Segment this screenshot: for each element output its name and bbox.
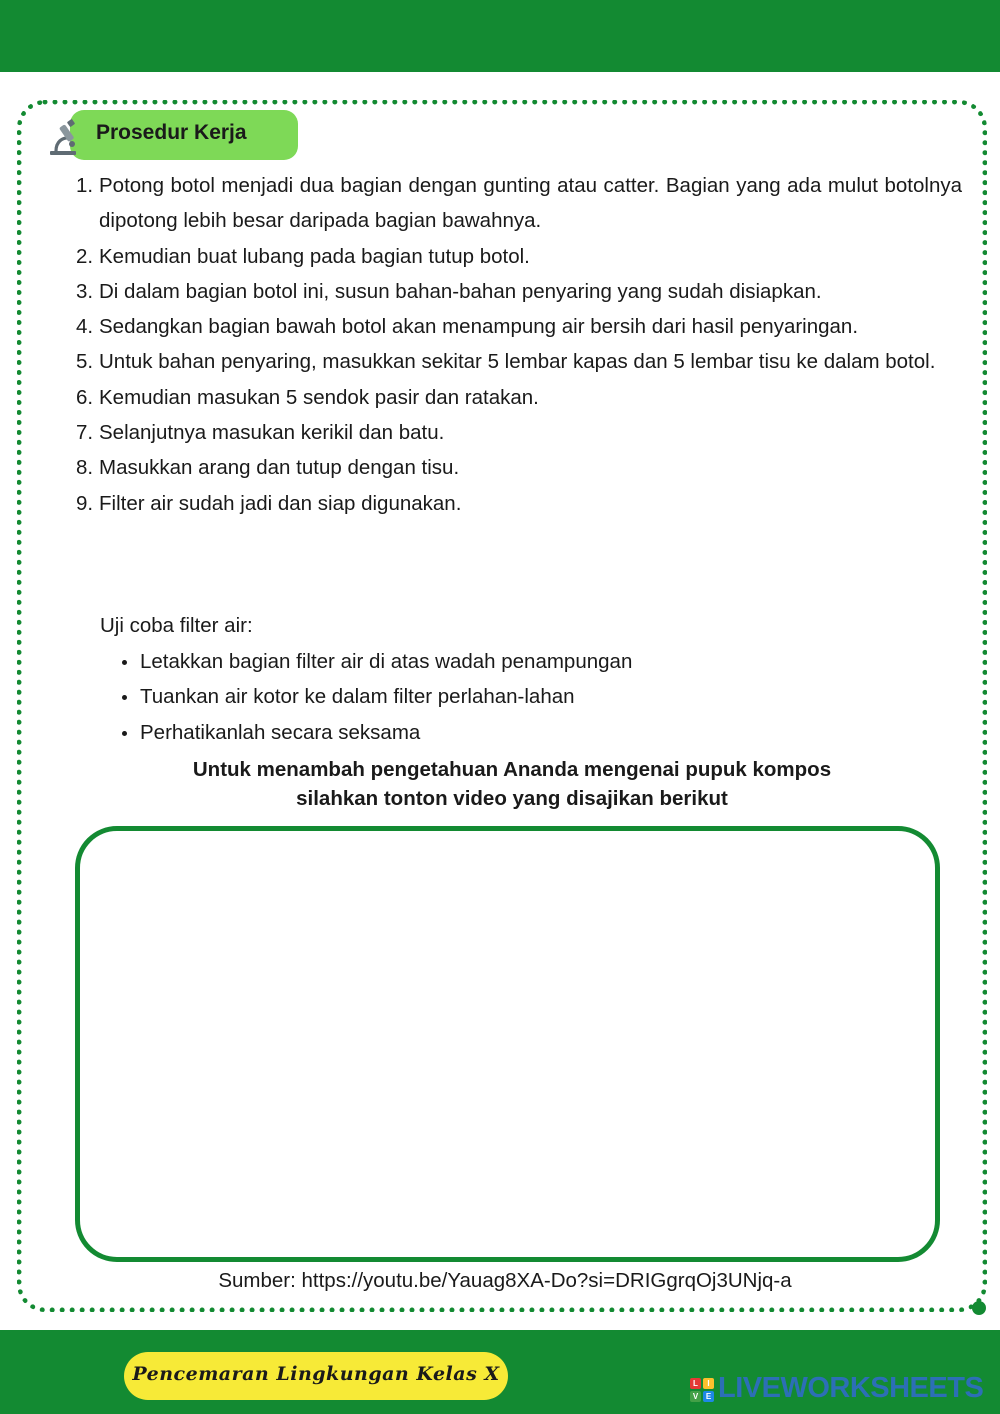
step-item — [70, 274, 962, 309]
logo-text: LIVEWORKSHEETS — [718, 1372, 984, 1404]
step-text: Potong botol menjadi dua bagian dengan gunting atau catter. Bagian yang ada mulut botolnya dipotong lebih besar daripada bagian bawahnya. — [99, 174, 962, 233]
step-item — [70, 168, 962, 239]
step-text: Sedangkan bagian bawah botol akan menampung air bersih dari hasil penyaringan. — [99, 315, 859, 339]
step-number: 2. — [76, 244, 94, 268]
step-number: 6. — [76, 385, 94, 409]
bullet-item: Tuankan air kotor ke dalam filter perlahan-lahan — [116, 679, 632, 714]
logo-blocks-icon — [690, 1378, 716, 1404]
bullet-item: Letakkan bagian filter air di atas wadah penampungan — [116, 644, 632, 679]
microscope-icon — [46, 118, 86, 158]
step-item — [70, 415, 962, 450]
header-bar — [0, 0, 1000, 72]
step-text: Kemudian buat lubang pada bagian tutup botol. — [99, 244, 530, 268]
step-text: Filter air sudah jadi dan siap digunakan. — [99, 491, 462, 515]
logo-block: L — [690, 1378, 701, 1389]
step-item — [70, 380, 962, 415]
test-title: Uji coba filter air: — [100, 614, 253, 637]
video-source: Sumber: https://youtu.be/Yauag8XA-Do?si=DRIGgrqOj3UNjq-a — [218, 1269, 792, 1292]
step-number: 3. — [76, 279, 94, 303]
step-text: Masukkan arang dan tutup dengan tisu. — [99, 456, 460, 480]
step-item — [70, 450, 962, 485]
section-title: Prosedur Kerja — [96, 121, 247, 144]
footer-label: Pencemaran Lingkungan Kelas X — [132, 1363, 500, 1385]
video-note-line: silahkan tonton video yang disajikan berikut — [296, 787, 728, 810]
step-item — [70, 486, 962, 521]
video-note-line: Untuk menambah pengetahuan Ananda mengenai pupuk kompos — [192, 758, 832, 781]
step-text: Selanjutnya masukan kerikil dan batu. — [99, 421, 445, 445]
footer-label-pill — [124, 1352, 508, 1400]
step-number: 5. — [76, 350, 94, 374]
step-number: 1. — [76, 174, 94, 197]
step-text: Di dalam bagian botol ini, susun bahan-bahan penyaring yang sudah disiapkan. — [99, 279, 822, 303]
frame-end-dot — [972, 1301, 986, 1315]
logo-block: E — [703, 1391, 714, 1402]
video-embed-box[interactable] — [75, 826, 940, 1262]
test-bullets — [116, 644, 632, 750]
video-note — [80, 755, 944, 813]
step-text: Kemudian masukan 5 sendok pasir dan ratakan. — [99, 385, 539, 409]
step-item — [70, 309, 962, 344]
logo-block: V — [690, 1391, 701, 1402]
step-item — [70, 344, 962, 379]
step-number: 7. — [76, 421, 94, 445]
procedure-steps — [70, 168, 962, 521]
bullet-item: Perhatikanlah secara seksama — [116, 715, 632, 750]
step-number: 9. — [76, 491, 94, 515]
step-item — [70, 239, 962, 274]
step-number: 8. — [76, 456, 94, 480]
step-text: Untuk bahan penyaring, masukkan sekitar 5 lembar kapas dan 5 lembar tisu ke dalam botol. — [99, 350, 936, 374]
step-number: 4. — [76, 315, 94, 339]
logo-block: I — [703, 1378, 714, 1389]
